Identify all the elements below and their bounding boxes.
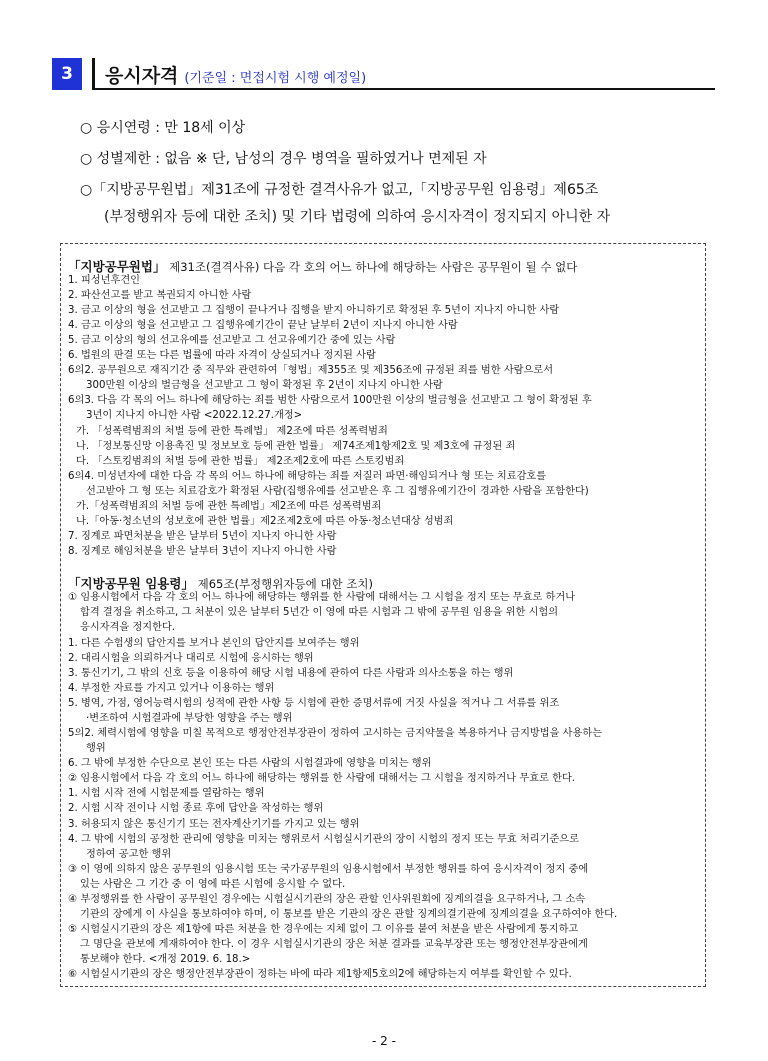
law2-line: 행위 [86, 743, 106, 754]
law2-line: ·변조하여 시험결과에 부당한 영향을 주는 행위 [86, 713, 293, 724]
law2-line: 합격 결정을 취소하고, 그 처분이 있은 날부터 5년간 이 영에 따른 시험과 그 밖에 공무원 임용을 위한 시험의 [80, 607, 559, 618]
law2-line: 4. 그 밖에 시험의 공정한 관리에 영향을 미치는 행위로서 시험실시기관의 장이 시험의 정지 또는 무효 처리기준으로 [68, 834, 579, 845]
law2-line: 4. 부정한 자료를 가지고 있거나 이용하는 행위 [68, 683, 275, 694]
law2-line: 3. 허용되지 않은 통신기기 또는 전자계산기기를 가지고 있는 행위 [68, 819, 360, 830]
law1-line: 8. 징계로 해임처분을 받은 날부터 3년이 지나지 아니한 사람 [68, 546, 337, 557]
law2-line: 그 명단을 관보에 게재하여야 한다. 이 경우 시험실시기관의 장은 처분 결과를 교육부장관 또는 행정안전부장관에게 [80, 939, 588, 950]
law1-line: 가.「성폭력범죄의 처벌 등에 관한 특례법」제2조에 따른 성폭력범죄 [76, 501, 382, 512]
law2-line: ⑥ 시험실시기관의 장은 행정안전부장관이 정하는 바에 따라 제1항제5호의2에 해당하는지 여부를 확인할 수 있다. [68, 969, 572, 980]
law2-line: ⑤ 시험실시기관의 장은 제1항에 따른 처분을 한 경우에는 지체 없이 그 이유를 붙여 처분을 받은 사람에게 통지하고 [68, 924, 579, 935]
law1-line: 2. 파산선고를 받고 복권되지 아니한 사람 [68, 290, 252, 301]
law1-line: 나.「아동·청소년의 성보호에 관한 법률」제2조제2호에 따른 아동·청소년대상 성범죄 [76, 516, 454, 527]
law1-line: 7. 징계로 파면처분을 받은 날부터 5년이 지나지 아니한 사람 [68, 531, 337, 542]
law1-line: 다. 「스토킹범죄의 처벌 등에 관한 법률」 제2조제2호에 따른 스토킹범죄 [76, 456, 405, 467]
law1-line: 6. 법원의 판결 또는 다른 법률에 따라 자격이 상실되거나 정지된 사람 [68, 350, 376, 361]
law2-line: ② 임용시험에서 다음 각 호의 어느 하나에 해당하는 행위를 한 사람에 대해서는 그 시험을 정지하거나 무효로 한다. [68, 773, 576, 784]
item-disqualification: ○「지방공무원법」제31조에 규정한 결격사유가 없고,「지방공무원 임용령」제65조 [80, 182, 599, 198]
law2-line: 1. 다른 수험생의 답안지를 보거나 본인의 답안지를 보여주는 행위 [68, 638, 360, 649]
law1-line: 가. 「성폭력범죄의 처벌 등에 관한 특례법」 제2조에 따른 성폭력범죄 [76, 426, 388, 437]
law1-line: 4. 금고 이상의 형을 선고받고 그 집행유예기간이 끝난 날부터 2년이 지나지 아니한 사람 [68, 320, 458, 331]
item-gender: ○ 성별제한 : 없음 ※ 단, 남성의 경우 병역을 필하였거나 면제된 자 [80, 151, 487, 167]
law2-line: 응시자격을 정지한다. [80, 622, 176, 633]
law2-line: ① 임용시험에서 다음 각 호의 어느 하나에 해당하는 행위를 한 사람에 대해서는 그 시험을 정지 또는 무효로 하거나 [68, 592, 576, 603]
law1-line: 6의2. 공무원으로 재직기간 중 직무와 관련하여「형법」제355조 및 제356조에 규정된 죄를 범한 사람으로서 [68, 365, 554, 376]
law2-line: 2. 시험 시작 전이나 시험 종료 후에 답안을 작성하는 행위 [68, 803, 324, 814]
law1-heading [68, 257, 577, 275]
law1-line: 선고받아 그 형 또는 치료감호가 확정된 사람(집행유예를 선고받은 후 그 집행유예기간이 경과한 사람을 포함한다) [86, 486, 589, 497]
law1-name: 「지방공무원법」 [68, 259, 166, 274]
section-title-text: 응시자격 [105, 65, 179, 87]
law1-line: 6의3. 다음 각 목의 어느 하나에 해당하는 죄를 범한 사람으로서 100만원 이상의 벌금형을 선고받고 그 형이 확정된 후 [68, 395, 592, 406]
law1-line: 300만원 이상의 벌금형을 선고받고 그 형이 확정된 후 2년이 지나지 아니한 사람 [86, 380, 443, 391]
section-header [52, 58, 712, 92]
law2-line: 2. 대리시험을 의뢰하거나 대리로 시험에 응시하는 행위 [68, 653, 314, 664]
law1-line: 3. 금고 이상의 형을 선고받고 그 집행이 끝나거나 집행을 받지 아니하기로 확정된 후 5년이 지나지 아니한 사람 [68, 305, 560, 316]
law1-line: 1. 피성년후견인 [68, 275, 141, 286]
law2-line: ④ 부정행위를 한 사람이 공무원인 경우에는 시험실시기관의 장은 관할 인사위원회에 징계의결을 요구하거나, 그 소속 [68, 894, 585, 905]
law2-line: 기관의 장에게 이 사실을 통보하여야 하며, 이 통보를 받은 기관의 장은 관할 징계의결기관에 징계의결을 요구하여야 한다. [80, 909, 618, 920]
law1-line: 3년이 지나지 아니한 사람 <2022.12.27.개정> [86, 410, 303, 421]
law2-line: 있는 사람은 그 기간 중 이 영에 따른 시험에 응시할 수 없다. [80, 879, 346, 890]
law1-line: 나. 「정보통신망 이용촉진 및 정보보호 등에 관한 법률」 제74조제1항제2호 및 제3호에 규정된 죄 [76, 441, 516, 452]
law2-name: 「지방공무원 임용령」 [68, 576, 194, 591]
law2-line: 5. 병역, 가점, 영어능력시험의 성적에 관한 사항 등 시험에 관한 증명서류에 거짓 사실을 적거나 그 서류를 위조 [68, 698, 560, 709]
law2-line: 통보해야 한다. <개정 2019. 6. 18.> [80, 954, 251, 965]
law2-line: 5의2. 체력시험에 영향을 미칠 목적으로 행정안전부장관이 정하여 고시하는 금지약물을 복용하거나 금지방법을 사용하는 [68, 728, 603, 739]
law2-desc: 제65조(부정행위자등에 대한 조치) [193, 577, 373, 591]
law2-line: 3. 통신기기, 그 밖의 신호 등을 이용하여 해당 시험 내용에 관하여 다른 사람과 의사소통을 하는 행위 [68, 668, 514, 679]
law1-line: 6의4. 미성년자에 대한 다음 각 목의 어느 하나에 해당하는 죄를 저질러 파면·해임되거나 형 또는 치료감호를 [68, 471, 547, 482]
section-number-badge: 3 [52, 58, 82, 90]
section-title-box [92, 58, 715, 90]
law2-line: 6. 그 밖에 부정한 수단으로 본인 또는 다른 사람의 시험결과에 영향을 미치는 행위 [68, 758, 432, 769]
section-title [105, 61, 366, 88]
law2-line: 1. 시험 시작 전에 시험문제를 열람하는 행위 [68, 788, 265, 799]
law2-line: ③ 이 영에 의하지 않은 공무원의 임용시험 또는 국가공무원의 임용시험에서 부정한 행위를 하여 응시자격이 정지 중에 [68, 864, 589, 875]
law1-desc: 제31조(결격사유) 다음 각 호의 어느 하나에 해당하는 사람은 공무원이 될 수 없다 [165, 260, 578, 274]
law1-line: 5. 금고 이상의 형의 선고유예를 선고받고 그 선고유예기간 중에 있는 사람 [68, 335, 396, 346]
item-disqualification-cont: (부정행위자 등에 대한 조치) 및 기타 법령에 의하여 응시자격이 정지되지 아니한 자 [104, 209, 611, 225]
section-subtitle: (기준일 : 면접시험 시행 예정일) [184, 71, 367, 86]
law2-heading [68, 574, 373, 592]
law2-line: 정하여 공고한 행위 [86, 849, 172, 860]
item-age: ○ 응시연령 : 만 18세 이상 [80, 120, 246, 136]
page-number: - 2 - [372, 1034, 396, 1048]
